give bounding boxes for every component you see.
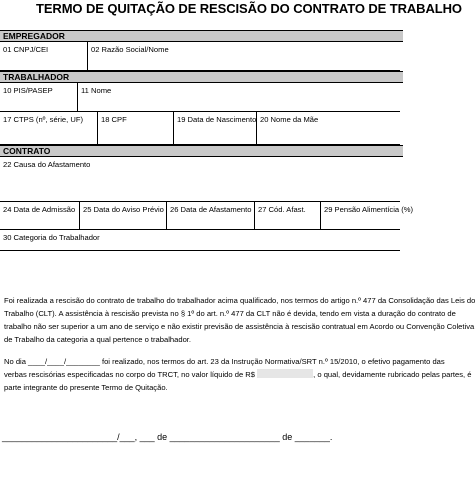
date-place-line[interactable]: _______________________/___, ___ de ______________________ de _______. xyxy=(2,432,333,442)
field-ctps[interactable]: 17 CTPS (nº, série, UF) xyxy=(0,112,98,144)
field-cpf[interactable]: 18 CPF xyxy=(98,112,174,144)
paragraph-rescisao-l4: de Trabalho da categoria a qual pertence o trabalhador. xyxy=(4,335,192,344)
section-empregador: EMPREGADOR xyxy=(0,30,403,42)
paragraph-pagamento-l3: parte integrante do presente Termo de Quitação. xyxy=(4,383,168,392)
field-data-admissao[interactable]: 24 Data de Admissão xyxy=(0,202,80,229)
field-pensao-alimenticia[interactable]: 29 Pensão Alimentícia (%) xyxy=(324,205,414,214)
row-empregador xyxy=(0,42,400,71)
field-razao-social[interactable]: 02 Razão Social/Nome xyxy=(91,45,169,54)
row-contrato-2 xyxy=(0,202,414,230)
field-categoria-trabalhador[interactable]: 30 Categoria do Trabalhador xyxy=(3,233,100,242)
field-nome[interactable]: 11 Nome xyxy=(81,86,112,95)
field-nome-mae[interactable]: 20 Nome da Mãe xyxy=(260,115,319,124)
row-trabalhador-2 xyxy=(0,112,400,145)
field-data-nascimento[interactable]: 19 Data de Nascimento xyxy=(174,112,257,144)
valor-liquido-field[interactable] xyxy=(257,369,313,378)
field-data-afastamento[interactable]: 26 Data de Afastamento xyxy=(167,202,255,229)
paragraph-rescisao-l1: Foi realizada a rescisão do contrato de trabalho do trabalhador acima qualificado, nos termos do artigo n.º 477 da Consolidação das Leis do xyxy=(4,296,475,305)
field-cod-afastamento[interactable]: 27 Cód. Afast. xyxy=(255,202,321,229)
paragraph-rescisao-l3: trabalho não ser superior a um ano de serviço e não existir previsão de assistência à rescisão contratual em Acordo ou Convenção Coletiva xyxy=(4,322,475,331)
field-causa-afastamento[interactable]: 22 Causa do Afastamento xyxy=(3,160,91,169)
field-cnpj-cei[interactable]: 01 CNPJ/CEI xyxy=(0,42,88,70)
row-contrato-3 xyxy=(0,230,400,251)
row-trabalhador-1 xyxy=(0,83,400,112)
rescission-form xyxy=(0,25,414,251)
field-data-aviso-previo[interactable]: 25 Data do Aviso Prévio xyxy=(80,202,167,229)
field-pis-pasep[interactable]: 10 PIS/PASEP xyxy=(0,83,78,111)
paragraph-pagamento-l2: verbas rescisórias especificadas no corpo do TRCT, no valor líquido de R$ , o qual, devidamente rubricado pelas partes, é xyxy=(4,370,472,379)
paragraph-rescisao-l2: Trabalho (CLT). A assistência à rescisão prevista no § 1º do art. n.º 477 da CLT não é devida, tendo em vista a duração do contrato de xyxy=(4,309,456,318)
row-contrato-1 xyxy=(0,157,400,202)
section-trabalhador: TRABALHADOR xyxy=(0,71,403,83)
document-title: TERMO DE QUITAÇÃO DE RESCISÃO DO CONTRATO DE TRABALHO xyxy=(36,1,462,16)
paragraph-pagamento-l1: No dia ____/____/________ foi realizado, nos termos do art. 23 da Instrução Normativa/SRT n.º 15/2010, o efetivo pagamento das xyxy=(4,357,445,366)
section-contrato: CONTRATO xyxy=(0,145,403,157)
